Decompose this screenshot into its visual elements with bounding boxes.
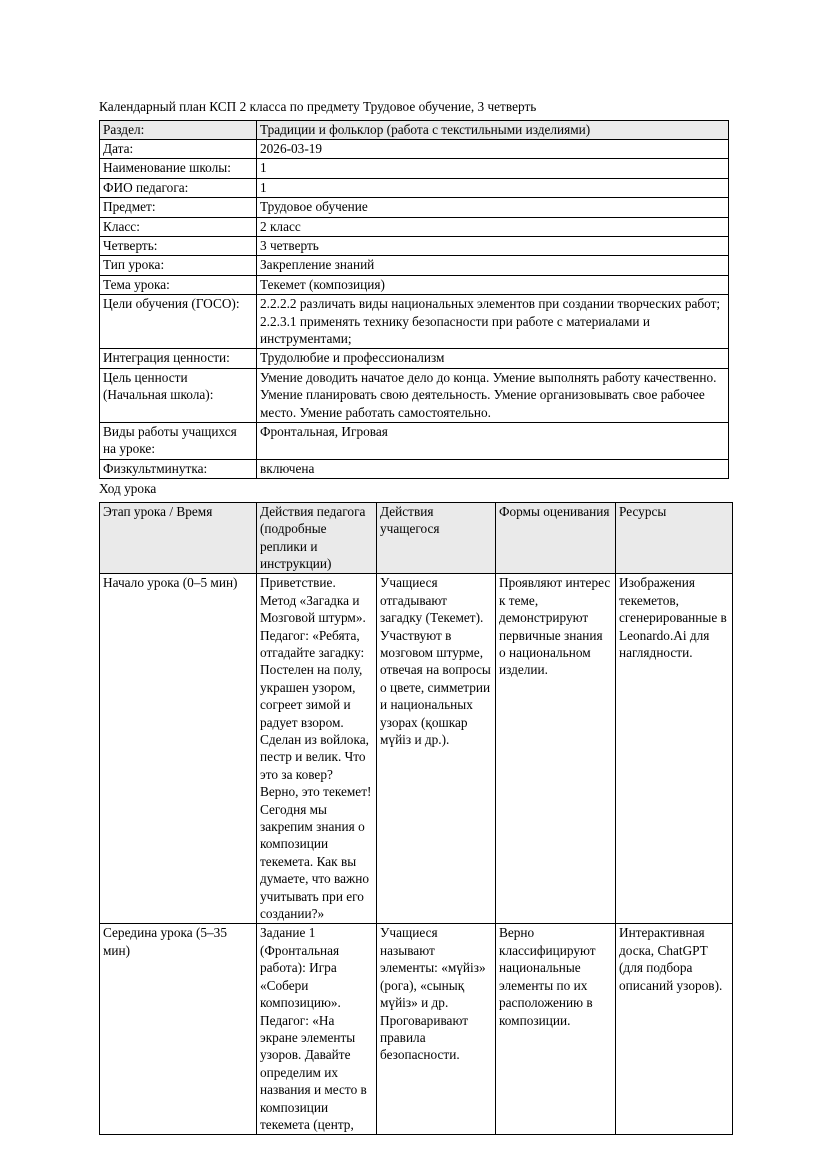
lesson-table-header-row [100, 502, 733, 574]
info-row [100, 295, 729, 349]
info-row-value: 1 [257, 159, 729, 178]
info-row-label: Тема урока: [100, 275, 257, 294]
page-title: Календарный план КСП 2 класса по предмету Трудовое обучение, 3 четверть [99, 99, 537, 114]
lesson-cell-resources: Интерактивная доска, ChatGPT (для подбора описаний узоров). [616, 924, 733, 1135]
info-row-label: Цель ценности (Начальная школа): [100, 368, 257, 422]
info-row-label: Цели обучения (ГОСО): [100, 295, 257, 349]
lesson-table-header-cell: Действия педагога (подробные реплики и инструкции) [257, 502, 377, 574]
info-row [100, 178, 729, 197]
info-row-label: Интеграция ценности: [100, 349, 257, 368]
info-row-label: Наименование школы: [100, 159, 257, 178]
info-row-value: 2.2.2.2 различать виды национальных элементов при создании творческих работ; 2.2.3.1 применять технику безопасности при работе с материалами и инструментами; [257, 295, 729, 349]
lesson-cell-assessment: Проявляют интерес к теме, демонстрируют первичные знания о национальном изделии. [496, 574, 616, 924]
lesson-cell-teacher: Приветствие. Метод «Загадка и Мозговой штурм». Педагог: «Ребята, отгадайте загадку: Постелен на полу, украшен узором, согреет зимой и радует взором. Сделан из войлока, пестр и велик. Что это за ковер? Верно, это текемет! Сегодня мы закрепим знания о композиции текемета. Как вы думаете, что важно учитывать при его создании?» [257, 574, 377, 924]
info-row-label: Физкультминутка: [100, 459, 257, 478]
lesson-table-header-cell: Действия учащегося [377, 502, 496, 574]
info-row-value: Текемет (композиция) [257, 275, 729, 294]
info-row-value: Умение доводить начатое дело до конца. Умение выполнять работу качественно. Умение планировать свою деятельность. Умение организовывать свое рабочее место. Умение работать самостоятельно. [257, 368, 729, 422]
lesson-table-header-cell: Этап урока / Время [100, 502, 257, 574]
lesson-table-header-cell: Формы оценивания [496, 502, 616, 574]
info-row-label: Тип урока: [100, 256, 257, 275]
info-row [100, 198, 729, 217]
info-row [100, 159, 729, 178]
lesson-cell-student: Учащиеся называют элементы: «мүйіз» (рога), «сынық мүйіз» и др. Проговаривают правила безопасности. [377, 924, 496, 1135]
info-row [100, 120, 729, 139]
info-row-label: Виды работы учащихся на уроке: [100, 423, 257, 460]
lesson-table-row [100, 574, 733, 924]
info-row-label: ФИО педагога: [100, 178, 257, 197]
info-row-value: 2 класс [257, 217, 729, 236]
info-row [100, 236, 729, 255]
lesson-table-row [100, 924, 733, 1135]
info-row-value: Трудовое обучение [257, 198, 729, 217]
info-row-value: 2026-03-19 [257, 139, 729, 158]
lesson-plan-table [99, 502, 733, 1136]
info-row-label: Раздел: [100, 120, 257, 139]
info-row [100, 275, 729, 294]
info-row [100, 368, 729, 422]
info-row [100, 349, 729, 368]
info-row-value: включена [257, 459, 729, 478]
info-row-value: 3 четверть [257, 236, 729, 255]
lesson-cell-assessment: Верно классифицируют национальные элементы по их расположению в композиции. [496, 924, 616, 1135]
lesson-cell-stage: Середина урока (5–35 мин) [100, 924, 257, 1135]
info-row-value: Закрепление знаний [257, 256, 729, 275]
lesson-cell-student: Учащиеся отгадывают загадку (Текемет). Участвуют в мозговом штурме, отвечая на вопросы о цвете, симметрии и национальных узорах (қошкар мүйіз и др.). [377, 574, 496, 924]
info-row-value: 1 [257, 178, 729, 197]
lesson-cell-resources: Изображения текеметов, сгенерированные в Leonardo.Ai для наглядности. [616, 574, 733, 924]
lesson-table-header-cell: Ресурсы [616, 502, 733, 574]
lesson-cell-teacher: Задание 1 (Фронтальная работа): Игра «Собери композицию». Педагог: «На экране элементы узоров. Давайте определим их названия и место в композиции текемета (центр, [257, 924, 377, 1135]
info-row-label: Предмет: [100, 198, 257, 217]
info-row [100, 217, 729, 236]
info-row [100, 423, 729, 460]
info-row [100, 139, 729, 158]
info-row-value: Традиции и фольклор (работа с текстильными изделиями) [257, 120, 729, 139]
info-row [100, 459, 729, 478]
info-row-label: Четверть: [100, 236, 257, 255]
info-row [100, 256, 729, 275]
lesson-cell-stage: Начало урока (0–5 мин) [100, 574, 257, 924]
lesson-info-table [99, 120, 729, 480]
lesson-flow-label: Ход урока [99, 481, 157, 497]
info-row-label: Дата: [100, 139, 257, 158]
info-row-value: Фронтальная, Игровая [257, 423, 729, 460]
info-row-value: Трудолюбие и профессионализм [257, 349, 729, 368]
info-row-label: Класс: [100, 217, 257, 236]
